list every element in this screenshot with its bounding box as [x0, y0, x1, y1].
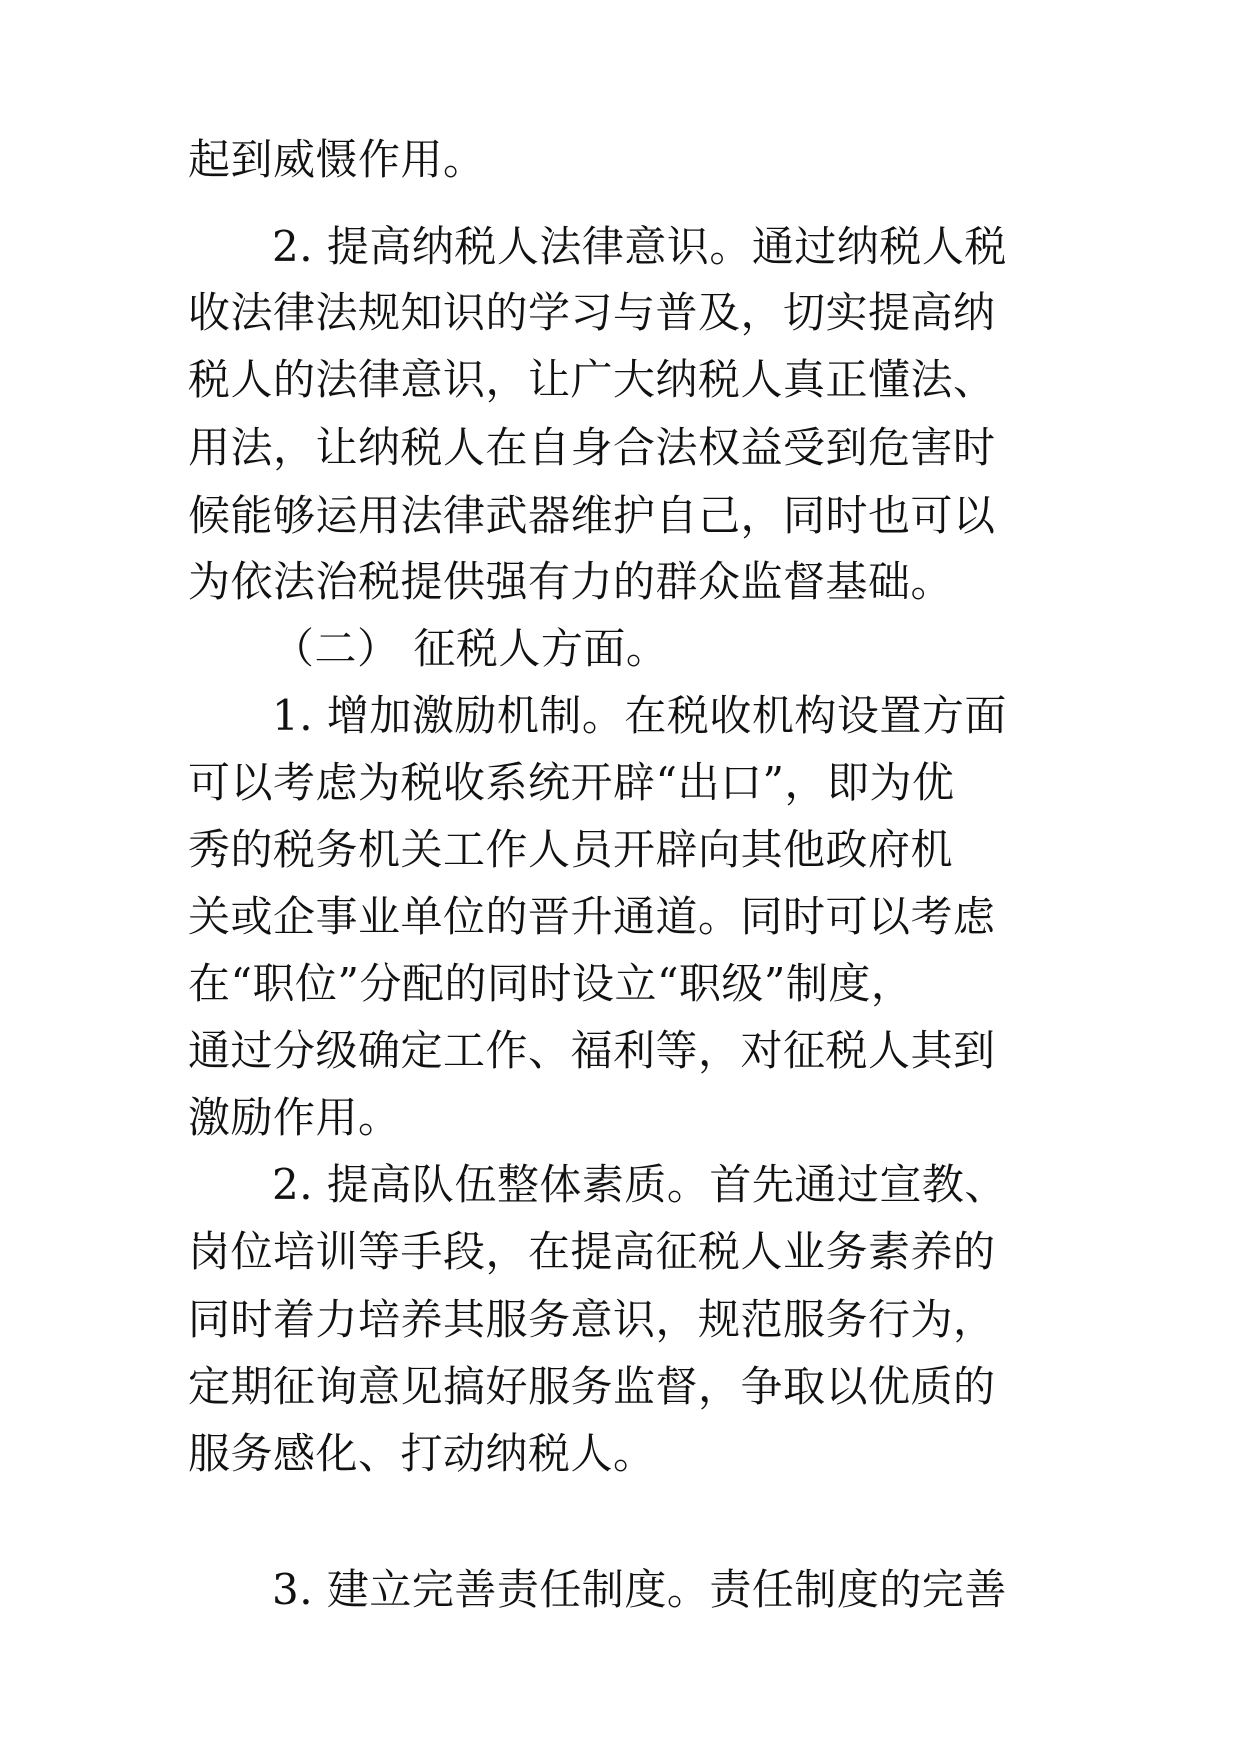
text-line: 定期征询意见搞好服务监督，争取以优质的: [188, 1362, 996, 1411]
text-line: 秀的税务机关工作人员开辟向其他政府机: [188, 825, 954, 874]
text-line: 收法律法规知识的学习与普及，切实提高纳: [188, 288, 996, 337]
text-line: 可以考虑为税收系统开辟“出口”，即为优: [188, 758, 955, 807]
text-line: 激励作用。: [188, 1093, 401, 1142]
text-line: 起到威慑作用。: [188, 135, 486, 184]
text-line: 为依法治税提供强有力的群众监督基础。: [188, 557, 954, 606]
text-line: 同时着力培养其服务意识，规范服务行为，: [188, 1295, 996, 1344]
text-line: 2. 提高纳税人法律意识。通过纳税人税: [272, 222, 1007, 271]
text-line: 通过分级确定工作、福利等，对征税人其到: [188, 1026, 996, 1075]
text-line: 岗位培训等手段，在提高征税人业务素养的: [188, 1227, 996, 1276]
text-line: 2. 提高队伍整体素质。首先通过宣教、: [272, 1160, 1007, 1209]
text-line: 用法，让纳税人在自身合法权益受到危害时: [188, 423, 996, 472]
text-line: 3. 建立完善责任制度。责任制度的完善: [272, 1565, 1007, 1614]
text-line: 税人的法律意识，让广大纳税人真正懂法、: [188, 355, 996, 404]
text-line: 候能够运用法律武器维护自己，同时也可以: [188, 491, 996, 540]
section-heading: （二） 征税人方面。: [272, 624, 669, 673]
text-line: 在“职位”分配的同时设立“职级”制度，: [188, 959, 914, 1008]
text-line: 关或企事业单位的晋升通道。同时可以考虑: [188, 892, 996, 941]
text-line: 1. 增加激励机制。在税收机构设置方面: [272, 691, 1007, 740]
text-line: 服务感化、打动纳税人。: [188, 1429, 656, 1478]
